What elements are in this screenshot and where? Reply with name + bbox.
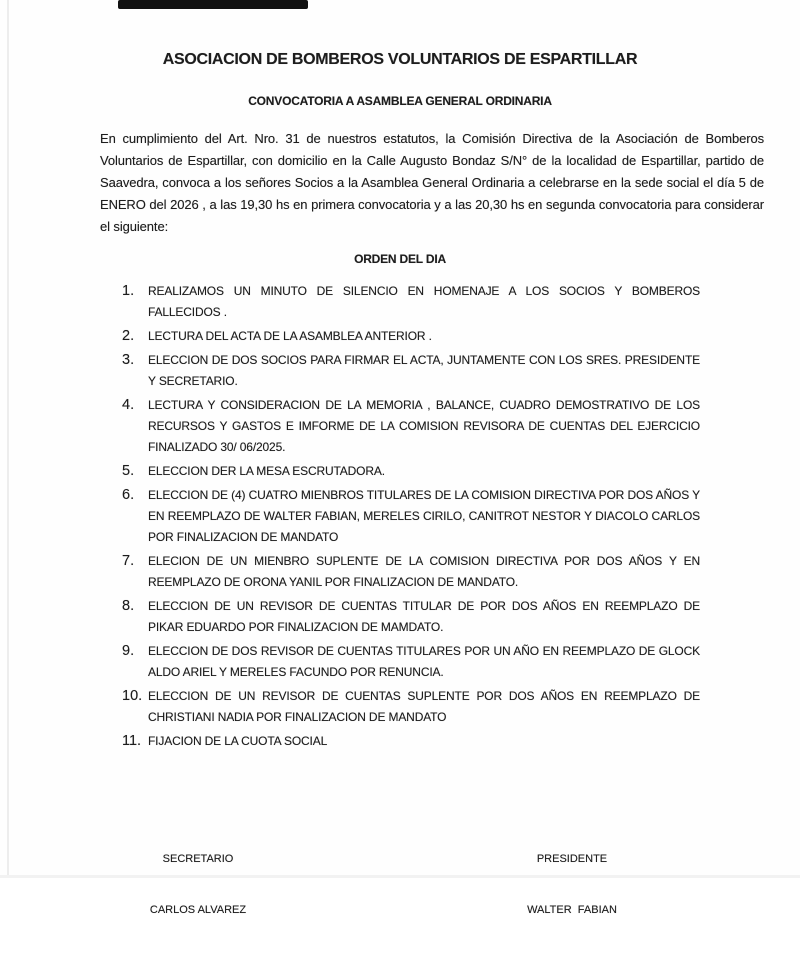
agenda-item bbox=[122, 395, 700, 458]
document-title: ASOCIACION DE BOMBEROS VOLUNTARIOS DE ESPARTILLAR bbox=[162, 51, 638, 68]
signature-president bbox=[516, 817, 628, 953]
agenda-item bbox=[122, 326, 700, 347]
agenda-item-text: ELECCION DE UN REVISOR DE CUENTAS TITULAR DE POR DOS AÑOS EN REEMPLAZO DE PIKAR EDUARDO POR FINALIZACION DE MAMDATO. bbox=[148, 599, 700, 634]
agenda-item-text: ELECCION DE DOS REVISOR DE CUENTAS TITULARES POR UN AÑO EN REEMPLAZO DE GLOCK ALDO ARIEL Y MERELES FACUNDO POR RENUNCIA. bbox=[148, 644, 700, 679]
agenda-item-number: 4. bbox=[122, 397, 135, 413]
agenda-heading: ORDEN DEL DIA bbox=[354, 252, 446, 266]
signature-block bbox=[0, 817, 800, 916]
signature-role: SECRETARIO bbox=[162, 853, 234, 865]
agenda-item bbox=[122, 731, 700, 752]
intro-paragraph: En cumplimiento del Art. Nro. 31 de nuestros estatutos, la Comisión Directiva de la Asociación de Bomberos Voluntarios de Espartillar, con domicilio en la Calle Augusto Bondaz S/N° de la localidad de Espartillar, partido de Saavedra, convoca a los señores Socios a la Asamblea General Ordinaria a celebrarse en la sede social el día 5 de ENERO del 2026 , a las 19,30 hs en primera convocatoria y a las 20,30 hs en segunda convocatoria para considerar el siguiente: bbox=[100, 131, 764, 234]
signature-role: PRESIDENTE bbox=[536, 853, 608, 865]
agenda-item bbox=[122, 686, 700, 728]
agenda-item-text: ELECCION DER LA MESA ESCRUTADORA. bbox=[148, 464, 385, 478]
agenda-item bbox=[122, 551, 700, 593]
agenda-item-text: FIJACION DE LA CUOTA SOCIAL bbox=[148, 734, 328, 748]
signature-name: CARLOS ALVAREZ bbox=[149, 904, 247, 916]
agenda-list bbox=[122, 281, 700, 752]
agenda-item-number: 11. bbox=[122, 733, 142, 749]
agenda-item-number: 1. bbox=[122, 283, 135, 299]
document-subtitle: CONVOCATORIA A ASAMBLEA GENERAL ORDINARIA bbox=[248, 94, 552, 108]
agenda-item-number: 9. bbox=[122, 643, 135, 659]
agenda-item-number: 10. bbox=[122, 688, 143, 704]
agenda-item-text: ELECCION DE DOS SOCIOS PARA FIRMAR EL ACTA, JUNTAMENTE CON LOS SRES. PRESIDENTE Y SECRETARIO. bbox=[148, 353, 700, 388]
agenda-item-text: REALIZAMOS UN MINUTO DE SILENCIO EN HOMENAJE A LOS SOCIOS Y BOMBEROS FALLECIDOS . bbox=[148, 284, 700, 319]
agenda-item bbox=[122, 281, 700, 323]
agenda-item-number: 5. bbox=[122, 463, 135, 479]
agenda-item bbox=[122, 485, 700, 548]
agenda-item bbox=[122, 641, 700, 683]
agenda-item-number: 8. bbox=[122, 598, 135, 614]
agenda-item-text: ELECION DE UN MIENBRO SUPLENTE DE LA COMISION DIRECTIVA POR DOS AÑOS Y EN REEMPLAZO DE ORONA YANIL POR FINALIZACION DE MANDATO. bbox=[148, 554, 700, 589]
signature-secretary bbox=[145, 817, 251, 953]
agenda-item bbox=[122, 596, 700, 638]
agenda-item-text: LECTURA Y CONSIDERACION DE LA MEMORIA , BALANCE, CUADRO DEMOSTRATIVO DE LOS RECURSOS Y GASTOS E IMFORME DE LA COMISION REVISORA DE CUENTAS DEL EJERCICIO FINALIZADO 30/ 06/2025. bbox=[148, 398, 700, 454]
agenda-item-text: ELECCION DE (4) CUATRO MIENBROS TITULARES DE LA COMISION DIRECTIVA POR DOS AÑOS Y EN REEMPLAZO DE WALTER FABIAN, MERELES CIRILO, CANITROT NESTOR Y DIACOLO CARLOS POR FINALIZACION DE MANDATO bbox=[148, 488, 700, 544]
agenda-item bbox=[122, 350, 700, 392]
scan-edge-bottom bbox=[0, 875, 800, 878]
agenda-item-number: 6. bbox=[122, 487, 135, 503]
agenda-item-number: 2. bbox=[122, 328, 135, 344]
agenda-item-text: ELECCION DE UN REVISOR DE CUENTAS SUPLENTE POR DOS AÑOS EN REEMPLAZO DE CHRISTIANI NADIA POR FINALIZACION DE MANDATO bbox=[148, 689, 700, 724]
agenda-item-text: LECTURA DEL ACTA DE LA ASAMBLEA ANTERIOR . bbox=[148, 329, 432, 343]
agenda-item-number: 7. bbox=[122, 553, 135, 569]
agenda-item bbox=[122, 461, 700, 482]
agenda-item-number: 3. bbox=[122, 352, 135, 368]
signature-name: WALTER FABIAN bbox=[527, 904, 617, 916]
